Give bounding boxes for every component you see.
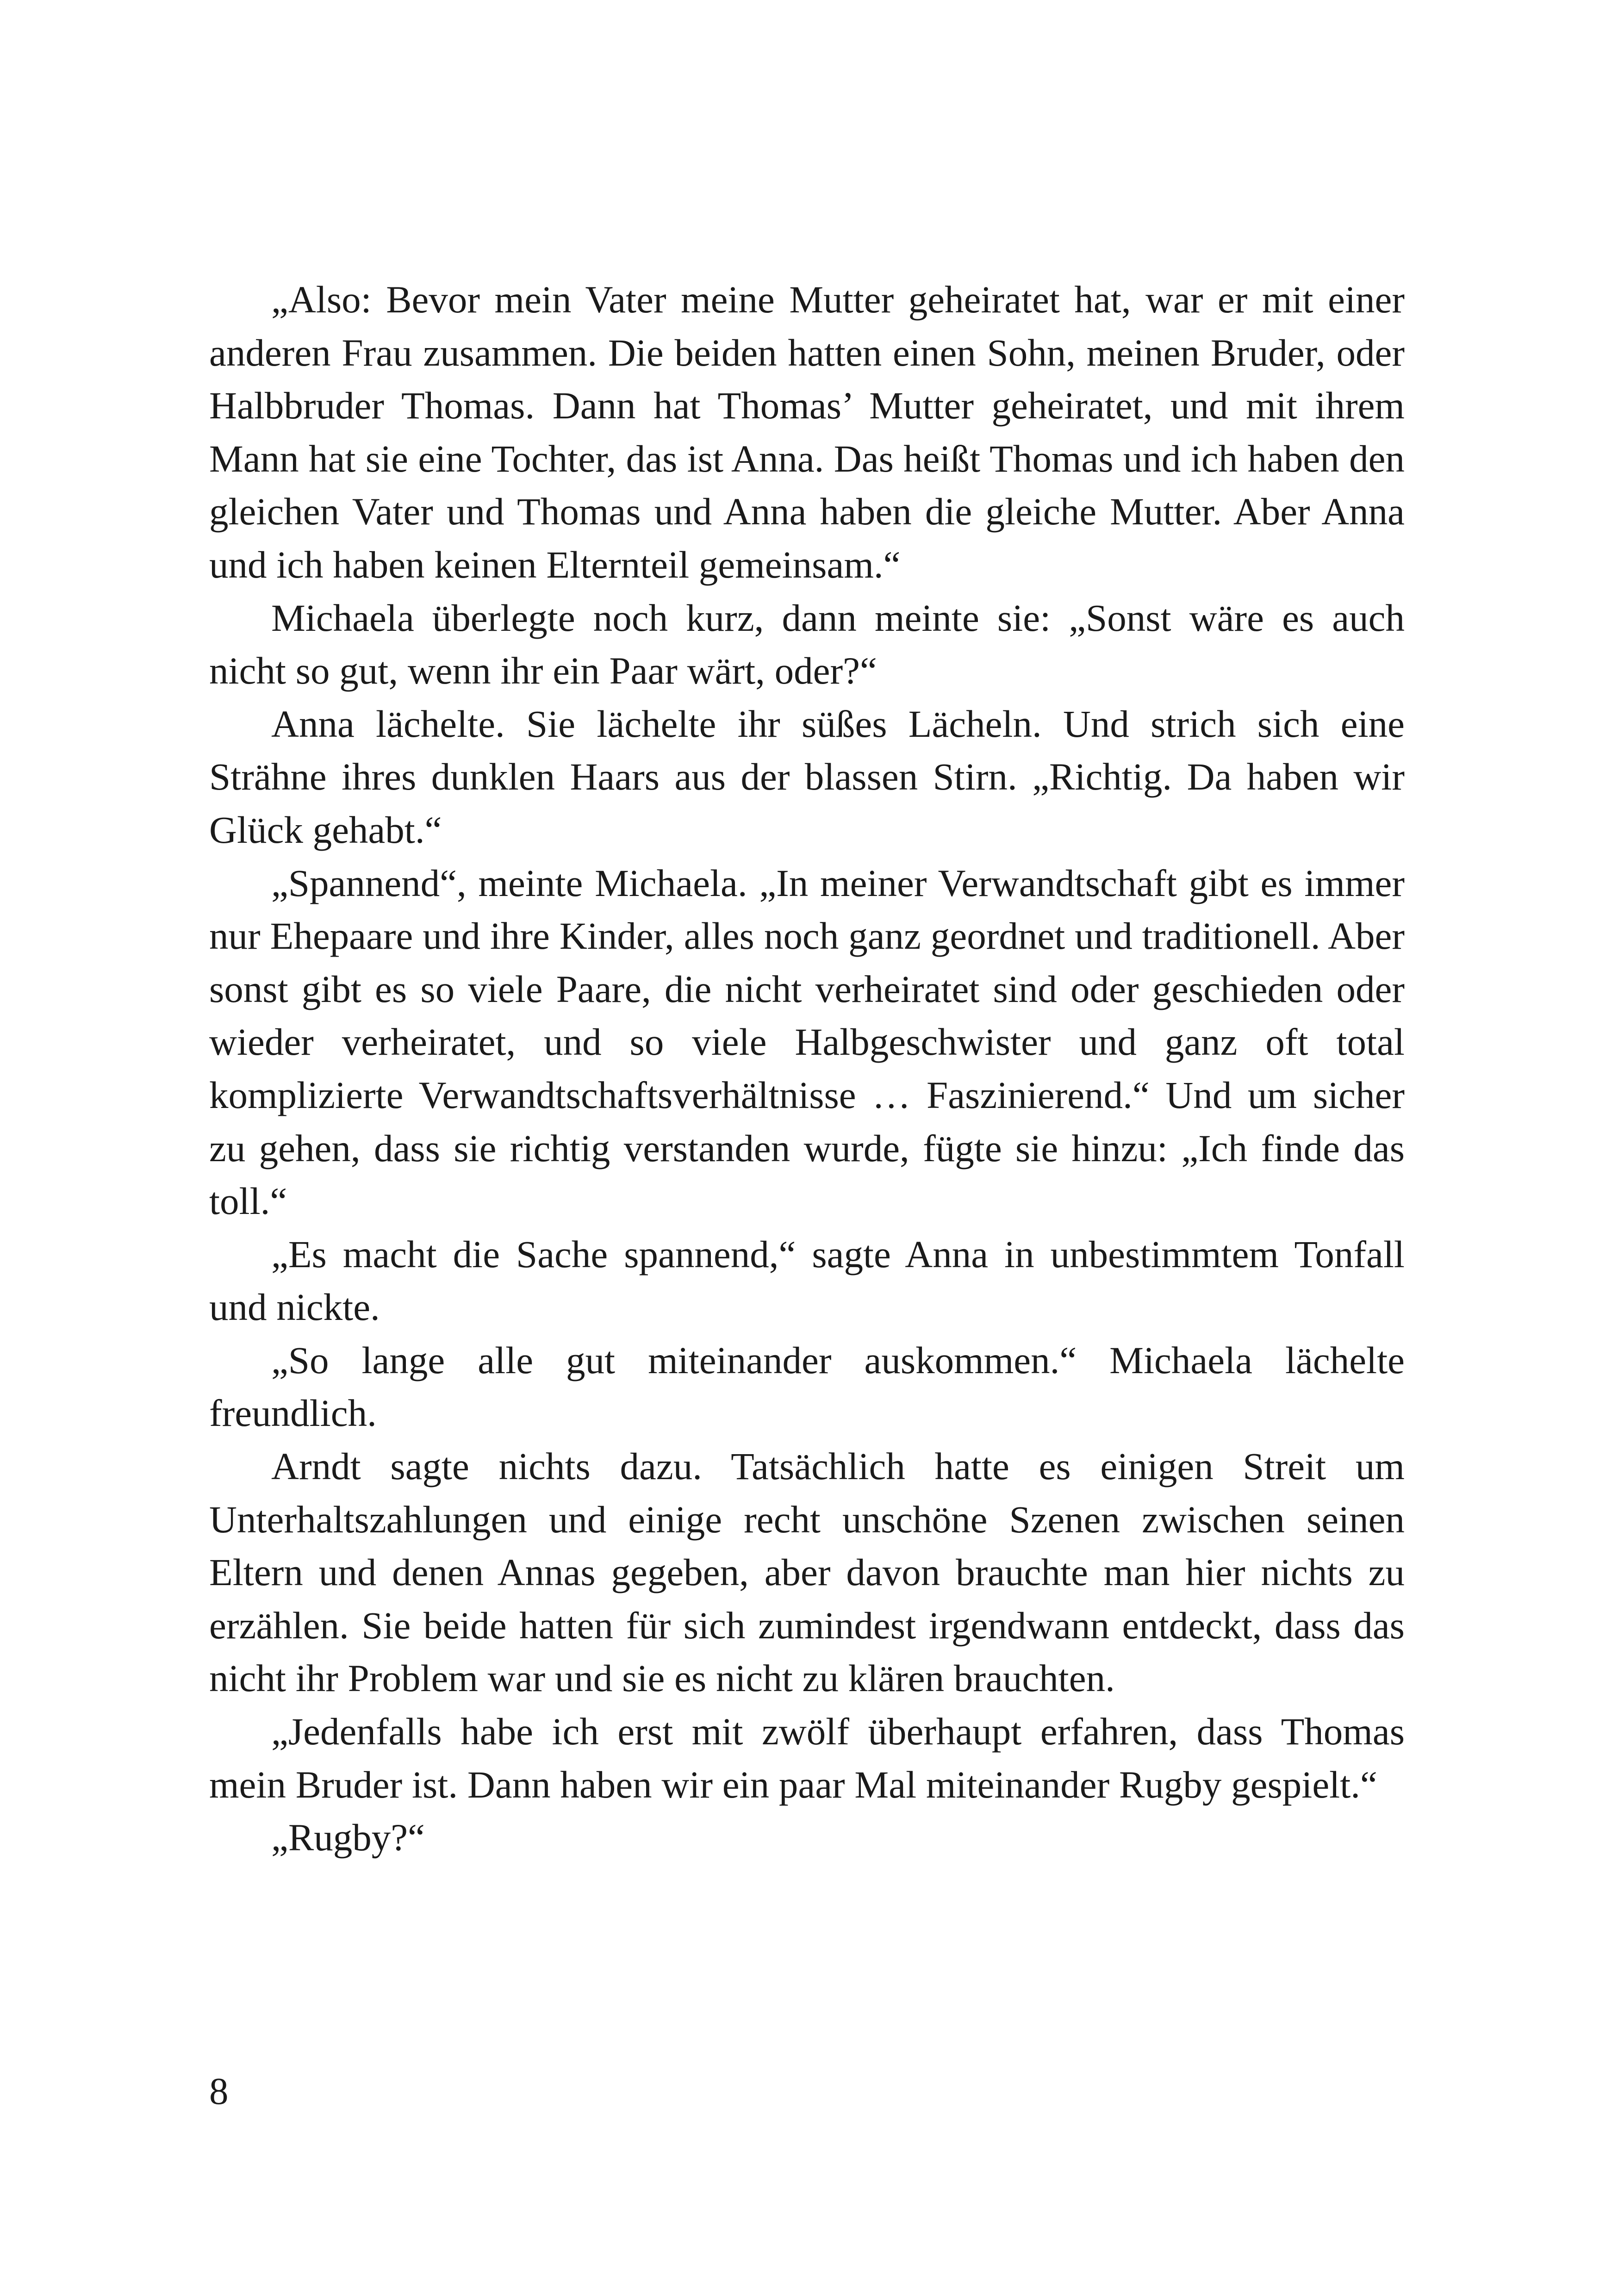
paragraph: Michaela überlegte noch kurz, dann meinte sie: „Sonst wäre es auch nicht so gut, wenn ihr ein Paar wärt, oder?“ [209,596,1405,692]
paragraph: Anna lächelte. Sie lächelte ihr süßes Lächeln. Und strich sich eine Strähne ihres dunklen Haars aus der blassen Stirn. „Richtig. Da haben wir Glück gehabt.“ [209,702,1405,851]
paragraph: „Jedenfalls habe ich erst mit zwölf überhaupt erfahren, dass Thomas mein Bruder ist. Dann haben wir ein paar Mal miteinander Rugby gespielt.“ [209,1710,1405,1806]
paragraph: „So lange alle gut miteinander auskommen.“ Michaela lächelte freundlich. [209,1338,1405,1435]
paragraph: Arndt sagte nichts dazu. Tatsächlich hatte es einigen Streit um Unterhaltszahlungen und einige recht unschöne Szenen zwischen seinen Eltern und denen Annas gegeben, aber davon brauchte man hier nichts zu erzählen. Sie beide hatten für sich zumindest irgendwann entdeckt, dass das nicht ihr Problem war und sie es nicht zu klären brauchten. [209,1445,1405,1700]
paragraph: „Rugby?“ [271,1816,425,1859]
paragraph: „Spannend“, meinte Michaela. „In meiner Verwandtschaft gibt es immer nur Ehepaare und ihre Kinder, alles noch ganz geordnet und traditionell. Aber sonst gibt es so viele Paare, die nicht verheiratet sind oder geschieden oder wieder verheiratet, und so viele Halbgeschwister und ganz oft total komplizierte Verwandtschaftsverhältnisse … Faszinierend.“ Und um sicher zu gehen, dass sie richtig verstanden wurde, fügte sie hinzu: „Ich finde das toll.“ [209,861,1405,1223]
body-text [209,273,1405,1864]
paragraph: „Es macht die Sache spannend,“ sagte Anna in unbestimmtem Tonfall und nickte. [209,1232,1405,1329]
paragraph: „Also: Bevor mein Vater meine Mutter geheiratet hat, war er mit einer anderen Frau zusammen. Die beiden hatten einen Sohn, meinen Bruder, oder Halbbruder Thomas. Dann hat Thomas’ Mutter geheiratet, und mit ihrem Mann hat sie eine Tochter, das ist Anna. Das heißt Thomas und ich haben den gleichen Vater und Thomas und Anna haben die gleiche Mutter. Aber Anna und ich haben keinen Elternteil gemeinsam.“ [209,278,1405,586]
page-number: 8 [209,2070,229,2112]
